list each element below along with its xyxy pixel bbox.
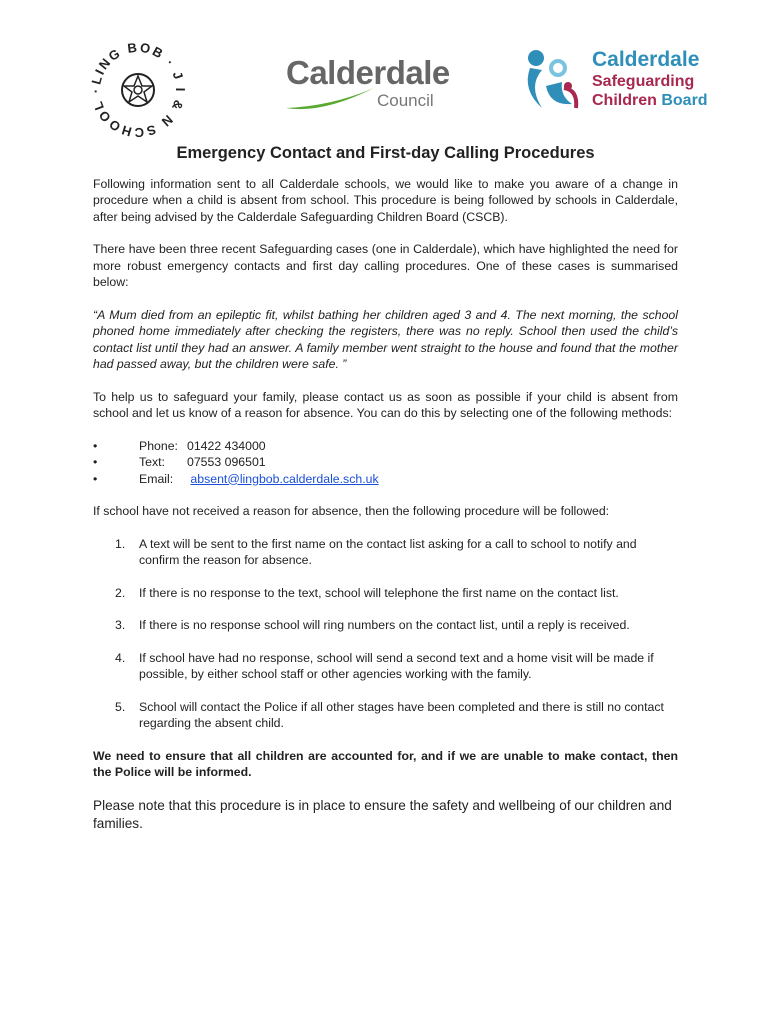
council-logo-word: Calderdale	[286, 54, 450, 91]
contact-value: 07553 096501	[187, 455, 266, 469]
procedure-step	[93, 585, 678, 602]
cscb-logo-line1: Calderdale	[592, 48, 700, 71]
cscb-figures-icon	[520, 46, 588, 114]
step-number: 3.	[115, 618, 126, 632]
council-logo	[282, 54, 450, 134]
procedure-steps	[93, 536, 678, 732]
step-text: A text will be sent to the first name on the contact list asking for a call to school to notify and confirm the reason for absence.	[139, 536, 637, 567]
procedure-step	[93, 650, 678, 683]
cscb-logo	[520, 46, 720, 116]
step-text: If there is no response to the text, school will telephone the first name on the contact list.	[139, 585, 619, 600]
step-text: If there is no response school will ring numbers on the contact list, until a reply is received.	[139, 618, 630, 632]
contact-value: 01422 434000	[187, 438, 266, 453]
case-quote: “A Mum died from an epileptic fit, whilst bathing her children aged 3 and 4. The next morning, the school phoned home immediately after checking the registers, there was no reply. School then used the child’s contact list until they had an answer. A family member went straight to the house and found that the mother had passed away, but the children were safe. ”	[93, 307, 678, 371]
cscb-logo-line2: Safeguarding	[592, 73, 695, 90]
bullet-icon: •	[93, 471, 98, 486]
step-text: School will contact the Police if all other stages have been completed and there is still no contact regarding the absent child.	[139, 699, 664, 730]
help-paragraph: To help us to safeguard your family, please contact us as soon as possible if your child is absent from school and let us know of a reason for absence. You can do this by selecting one of the following methods:	[93, 389, 678, 420]
contact-text	[93, 454, 678, 471]
header-logos	[0, 40, 770, 140]
step-number: 4.	[115, 650, 126, 665]
procedure-intro: If school have not received a reason for absence, then the following procedure will be followed:	[93, 504, 610, 518]
contact-email	[93, 471, 678, 488]
step-text: If school have had no response, school will send a second text and a home visit will be made if possible, by either school staff or other agencies working with the family.	[139, 650, 654, 681]
procedure-step	[93, 699, 678, 732]
document-body	[93, 145, 678, 849]
contact-methods-list	[93, 438, 678, 488]
cases-paragraph: There have been three recent Safeguarding cases (one in Calderdale), which have highlighted the need for more robust emergency contacts and first day calling procedures. One of these cases is summarised below:	[93, 242, 678, 289]
step-number: 2.	[115, 585, 126, 600]
green-swoosh-icon	[282, 84, 377, 114]
contact-phone	[93, 438, 678, 455]
school-ring-text: LING BOB · J I & N SCHOOL ·	[88, 40, 188, 140]
cscb-logo-children: Children	[592, 92, 657, 109]
contact-label: Text:	[139, 455, 165, 469]
step-number: 5.	[115, 699, 126, 714]
procedure-step	[93, 617, 678, 634]
council-logo-sub: Council	[377, 91, 434, 110]
school-emblem-icon	[88, 40, 188, 140]
contact-label: Email:	[139, 471, 174, 486]
school-logo	[88, 40, 188, 140]
intro-paragraph: Following information sent to all Calderdale schools, we would like to make you aware of a change in procedure when a child is absent from school. This procedure is being followed by schools in Calderdale, after being advised by the Calderdale Safeguarding Children Board (CSCB).	[93, 176, 678, 224]
cscb-logo-board: Board	[661, 92, 708, 109]
bullet-icon: •	[93, 438, 98, 453]
police-notice: We need to ensure that all children are accounted for, and if we are unable to make contact, then the Police will be informed.	[93, 748, 678, 779]
bullet-icon: •	[93, 455, 98, 469]
procedure-step	[93, 536, 678, 569]
cscb-logo-line3	[592, 92, 708, 110]
closing-note: Please note that this procedure is in place to ensure the safety and wellbeing of our children and families.	[93, 797, 672, 831]
step-number: 1.	[115, 536, 126, 551]
contact-label: Phone:	[139, 438, 178, 453]
page-title: Emergency Contact and First-day Calling Procedures	[176, 144, 595, 162]
email-link[interactable]: absent@lingbob.calderdale.sch.uk	[190, 471, 379, 486]
svg-text:LING BOB · J I & N SCHOOL ·	[88, 40, 188, 140]
